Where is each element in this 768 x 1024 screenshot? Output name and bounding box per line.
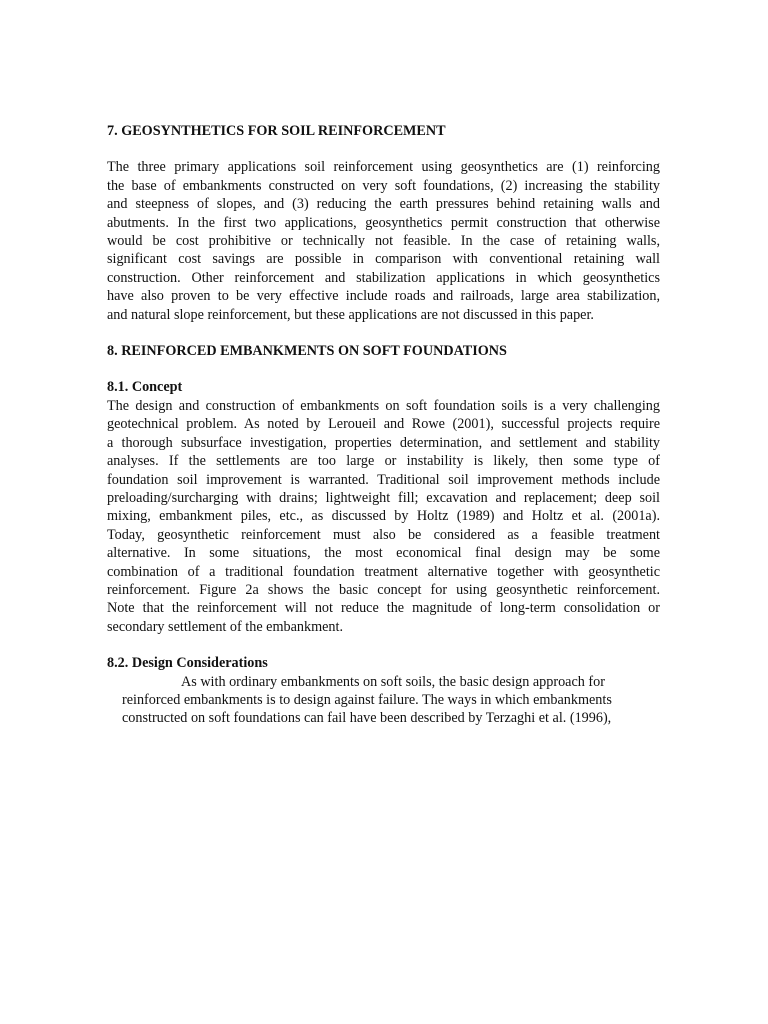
section-7-heading: 7. GEOSYNTHETICS FOR SOIL REINFORCEMENT <box>107 123 446 139</box>
paragraph-line: have also proven to be very effective include roads and railroads, large area stabilization, <box>107 288 660 305</box>
paragraph-line: abutments. In the first two applications, geosynthetics permit construction that otherwise <box>107 214 660 231</box>
paragraph-line: secondary settlement of the embankment. <box>107 618 343 635</box>
paragraph-line: construction. Other reinforcement and stabilization applications in which geosynthetics <box>107 269 660 286</box>
paragraph-line: The three primary applications soil reinforcement using geosynthetics are (1) reinforcing <box>107 159 660 176</box>
paragraph-line: and natural slope reinforcement, but these applications are not discussed in this paper. <box>107 306 594 323</box>
section-8-1-paragraph <box>107 397 660 636</box>
paragraph-line: reinforcement. Figure 2a shows the basic concept for using geosynthetic reinforcement. <box>107 581 660 598</box>
paragraph-line: and steepness of slopes, and (3) reducing the earth pressures behind retaining walls and <box>107 196 660 213</box>
paragraph-line: constructed on soft foundations can fail have been described by Terzaghi et al. (1996), <box>122 710 612 727</box>
paragraph-line: mixing, embankment piles, etc., as discussed by Holtz (1989) and Holtz et al. (2001a). <box>107 508 660 525</box>
paragraph-line: Note that the reinforcement will not reduce the magnitude of long-term consolidation or <box>107 600 660 617</box>
paragraph-line: significant cost savings are possible in comparison with conventional retaining wall <box>107 251 660 268</box>
section-8-2-heading: 8.2. Design Considerations <box>107 655 268 672</box>
paragraph-line: the base of embankments constructed on very soft foundations, (2) increasing the stability <box>107 177 660 194</box>
paragraph-line: foundation soil improvement is warranted. Traditional soil improvement methods include <box>107 471 660 488</box>
section-8-heading: 8. REINFORCED EMBANKMENTS ON SOFT FOUNDATIONS <box>107 343 507 360</box>
section-7-paragraph <box>107 158 660 324</box>
section-8-2-paragraph <box>122 673 660 728</box>
paragraph-line: The design and construction of embankments on soft foundation soils is a very challenging <box>107 397 660 414</box>
paragraph-line: combination of a traditional foundation treatment alternative together with geosynthetic <box>107 563 660 580</box>
document-page <box>107 122 660 728</box>
paragraph-line: preloading/surcharging with drains; lightweight fill; excavation and replacement; deep soil <box>107 489 660 506</box>
paragraph-line: a thorough subsurface investigation, properties determination, and settlement and stability <box>107 434 660 451</box>
paragraph-line: Today, geosynthetic reinforcement must also be considered as a feasible treatment <box>107 526 660 543</box>
paragraph-line: alternative. In some situations, the most economical final design may be some <box>107 545 660 562</box>
paragraph-line: reinforced embankments is to design against failure. The ways in which embankments <box>122 691 612 708</box>
paragraph-line: geotechnical problem. As noted by Leroueil and Rowe (2001), successful projects require <box>107 416 660 433</box>
paragraph-line: would be cost prohibitive or technically not feasible. In the case of retaining walls, <box>107 233 660 250</box>
paragraph-line: As with ordinary embankments on soft soils, the basic design approach for <box>181 673 605 690</box>
section-8-1-heading: 8.1. Concept <box>107 379 183 396</box>
paragraph-line: analyses. If the settlements are too large or instability is likely, then some type of <box>107 453 660 470</box>
